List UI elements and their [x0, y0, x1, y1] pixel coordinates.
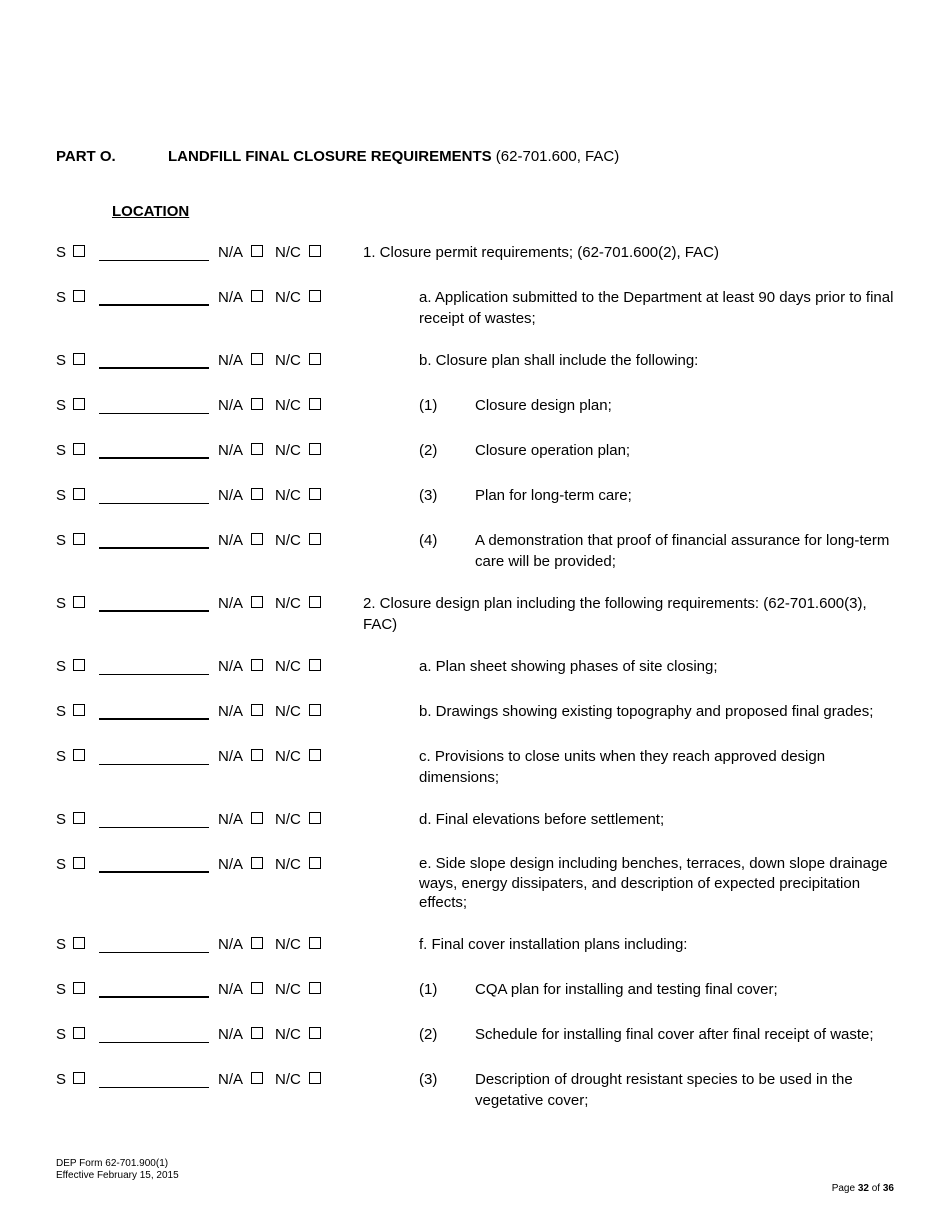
page-title: [56, 146, 619, 167]
nc-label: N/C: [275, 244, 301, 261]
na-checkbox[interactable]: [251, 290, 263, 302]
nc-label: N/C: [275, 1071, 301, 1088]
location-input-line[interactable]: [99, 871, 209, 873]
nc-label: N/C: [275, 289, 301, 306]
requirement-text: a. Application submitted to the Department at least 90 days prior to final receipt of wastes;: [419, 289, 894, 327]
na-label: N/A: [218, 703, 244, 720]
requirement-text: d. Final elevations before settlement;: [419, 811, 665, 828]
location-input-line[interactable]: [99, 1087, 209, 1088]
s-label: S: [56, 1026, 67, 1043]
nc-checkbox[interactable]: [309, 488, 321, 500]
part-label: PART O.: [56, 148, 116, 165]
nc-checkbox[interactable]: [309, 290, 321, 302]
na-checkbox[interactable]: [251, 443, 263, 455]
location-input-line[interactable]: [99, 827, 209, 828]
nc-checkbox[interactable]: [309, 982, 321, 994]
nc-label: N/C: [275, 811, 301, 828]
na-label: N/A: [218, 658, 244, 675]
row-controls: [56, 746, 346, 767]
na-checkbox[interactable]: [251, 488, 263, 500]
requirement-text: e. Side slope design including benches, terraces, down slope drainage ways, energy dissipaters, and description of expected precipitation effects;: [419, 855, 888, 911]
s-checkbox[interactable]: [73, 533, 85, 545]
na-label: N/A: [218, 244, 244, 261]
s-checkbox[interactable]: [73, 398, 85, 410]
item-number: (3): [419, 487, 438, 504]
s-label: S: [56, 352, 67, 369]
location-input-line[interactable]: [99, 674, 209, 675]
s-label: S: [56, 658, 67, 675]
item-number: (4): [419, 532, 438, 549]
s-label: S: [56, 595, 67, 612]
row-controls: [56, 242, 346, 263]
na-label: N/A: [218, 289, 244, 306]
location-input-line[interactable]: [99, 260, 209, 261]
form-footer: [56, 1158, 179, 1182]
s-checkbox[interactable]: [73, 937, 85, 949]
requirement-text: Description of drought resistant species to be used in the vegetative cover;: [475, 1071, 853, 1109]
nc-label: N/C: [275, 532, 301, 549]
location-input-line[interactable]: [99, 764, 209, 765]
nc-checkbox[interactable]: [309, 533, 321, 545]
requirement-text: 2. Closure design plan including the following requirements: (62-701.600(3), FAC): [363, 595, 867, 633]
page-current: 32: [857, 1183, 869, 1194]
location-input-line[interactable]: [99, 996, 209, 998]
na-label: N/A: [218, 352, 244, 369]
s-label: S: [56, 981, 67, 998]
s-checkbox[interactable]: [73, 812, 85, 824]
row-controls: [56, 979, 346, 1000]
na-checkbox[interactable]: [251, 857, 263, 869]
nc-label: N/C: [275, 658, 301, 675]
row-controls: [56, 287, 346, 308]
na-checkbox[interactable]: [251, 704, 263, 716]
requirement-text: 1. Closure permit requirements; (62-701.600(2), FAC): [363, 244, 719, 261]
location-heading: LOCATION: [112, 203, 190, 220]
nc-checkbox[interactable]: [309, 1027, 321, 1039]
na-checkbox[interactable]: [251, 1027, 263, 1039]
page-number: [832, 1183, 894, 1195]
nc-label: N/C: [275, 748, 301, 765]
nc-checkbox[interactable]: [309, 398, 321, 410]
requirement-text: Closure operation plan;: [475, 442, 631, 459]
s-label: S: [56, 748, 67, 765]
nc-checkbox[interactable]: [309, 812, 321, 824]
s-label: S: [56, 936, 67, 953]
na-checkbox[interactable]: [251, 659, 263, 671]
item-number: (2): [419, 1026, 438, 1043]
row-controls: [56, 350, 346, 371]
nc-label: N/C: [275, 397, 301, 414]
nc-label: N/C: [275, 856, 301, 873]
na-label: N/A: [218, 936, 244, 953]
nc-label: N/C: [275, 1026, 301, 1043]
requirement-text: A demonstration that proof of financial assurance for long-term care will be provided;: [475, 532, 890, 570]
nc-label: N/C: [275, 595, 301, 612]
nc-checkbox[interactable]: [309, 245, 321, 257]
s-checkbox[interactable]: [73, 443, 85, 455]
location-input-line[interactable]: [99, 952, 209, 953]
nc-checkbox[interactable]: [309, 596, 321, 608]
location-input-line[interactable]: [99, 718, 209, 720]
row-controls: [56, 1024, 346, 1045]
na-checkbox[interactable]: [251, 245, 263, 257]
location-input-line[interactable]: [99, 304, 209, 306]
row-controls: [56, 854, 346, 875]
row-controls: [56, 701, 346, 722]
s-label: S: [56, 532, 67, 549]
nc-checkbox[interactable]: [309, 937, 321, 949]
na-checkbox[interactable]: [251, 812, 263, 824]
na-checkbox[interactable]: [251, 596, 263, 608]
na-label: N/A: [218, 397, 244, 414]
nc-label: N/C: [275, 703, 301, 720]
item-number: (1): [419, 981, 438, 998]
location-input-line[interactable]: [99, 413, 209, 414]
row-controls: [56, 934, 346, 955]
nc-checkbox[interactable]: [309, 857, 321, 869]
na-label: N/A: [218, 811, 244, 828]
requirement-text: b. Closure plan shall include the following:: [419, 352, 699, 369]
s-label: S: [56, 442, 67, 459]
location-input-line[interactable]: [99, 367, 209, 369]
na-checkbox[interactable]: [251, 398, 263, 410]
nc-label: N/C: [275, 936, 301, 953]
location-input-line[interactable]: [99, 457, 209, 459]
location-input-line[interactable]: [99, 547, 209, 549]
s-checkbox[interactable]: [73, 596, 85, 608]
requirement-text: c. Provisions to close units when they reach approved design dimensions;: [419, 748, 826, 786]
requirement-text: Schedule for installing final cover after final receipt of waste;: [475, 1026, 874, 1043]
nc-checkbox[interactable]: [309, 1072, 321, 1084]
s-checkbox[interactable]: [73, 488, 85, 500]
na-label: N/A: [218, 981, 244, 998]
page-of: of: [871, 1183, 881, 1194]
item-number: (2): [419, 442, 438, 459]
requirement-text: f. Final cover installation plans including:: [419, 936, 688, 953]
effective-date: Effective February 15, 2015: [56, 1170, 179, 1181]
na-checkbox[interactable]: [251, 533, 263, 545]
nc-label: N/C: [275, 442, 301, 459]
section-heading: LANDFILL FINAL CLOSURE REQUIREMENTS: [168, 148, 492, 165]
s-checkbox[interactable]: [73, 749, 85, 761]
requirement-text: Plan for long-term care;: [475, 487, 632, 504]
row-controls: [56, 395, 346, 416]
na-checkbox[interactable]: [251, 749, 263, 761]
na-label: N/A: [218, 1071, 244, 1088]
s-label: S: [56, 397, 67, 414]
s-label: S: [56, 289, 67, 306]
s-label: S: [56, 244, 67, 261]
requirement-text: Closure design plan;: [475, 397, 612, 414]
section-citation: (62-701.600, FAC): [495, 148, 620, 165]
nc-checkbox[interactable]: [309, 704, 321, 716]
nc-label: N/C: [275, 352, 301, 369]
s-label: S: [56, 487, 67, 504]
nc-checkbox[interactable]: [309, 659, 321, 671]
na-label: N/A: [218, 487, 244, 504]
s-checkbox[interactable]: [73, 1027, 85, 1039]
nc-label: N/C: [275, 981, 301, 998]
s-checkbox[interactable]: [73, 290, 85, 302]
location-input-line[interactable]: [99, 610, 209, 612]
page-word: Page: [831, 1183, 856, 1194]
na-checkbox[interactable]: [251, 937, 263, 949]
row-controls: [56, 809, 346, 830]
s-checkbox[interactable]: [73, 1072, 85, 1084]
s-checkbox[interactable]: [73, 982, 85, 994]
na-label: N/A: [218, 442, 244, 459]
na-label: N/A: [218, 595, 244, 612]
row-controls: [56, 656, 346, 677]
row-controls: [56, 1069, 346, 1090]
item-number: (1): [419, 397, 438, 414]
na-label: N/A: [218, 1026, 244, 1043]
s-checkbox[interactable]: [73, 353, 85, 365]
nc-checkbox[interactable]: [309, 353, 321, 365]
na-checkbox[interactable]: [251, 353, 263, 365]
s-checkbox[interactable]: [73, 857, 85, 869]
nc-checkbox[interactable]: [309, 749, 321, 761]
row-controls: [56, 440, 346, 461]
na-label: N/A: [218, 532, 244, 549]
s-checkbox[interactable]: [73, 245, 85, 257]
s-label: S: [56, 703, 67, 720]
row-controls: [56, 593, 346, 614]
na-checkbox[interactable]: [251, 1072, 263, 1084]
na-label: N/A: [218, 748, 244, 765]
location-input-line[interactable]: [99, 503, 209, 504]
na-checkbox[interactable]: [251, 982, 263, 994]
s-label: S: [56, 811, 67, 828]
location-input-line[interactable]: [99, 1042, 209, 1043]
s-label: S: [56, 856, 67, 873]
row-controls: [56, 530, 346, 551]
page-total: 36: [882, 1183, 894, 1194]
nc-label: N/C: [275, 487, 301, 504]
requirement-text: a. Plan sheet showing phases of site closing;: [419, 658, 718, 675]
na-label: N/A: [218, 856, 244, 873]
s-checkbox[interactable]: [73, 704, 85, 716]
requirement-text: CQA plan for installing and testing final cover;: [475, 981, 778, 998]
nc-checkbox[interactable]: [309, 443, 321, 455]
form-number: DEP Form 62-701.900(1): [56, 1158, 169, 1169]
row-controls: [56, 485, 346, 506]
item-number: (3): [419, 1071, 438, 1088]
s-label: S: [56, 1071, 67, 1088]
requirement-text: b. Drawings showing existing topography and proposed final grades;: [419, 703, 874, 720]
s-checkbox[interactable]: [73, 659, 85, 671]
